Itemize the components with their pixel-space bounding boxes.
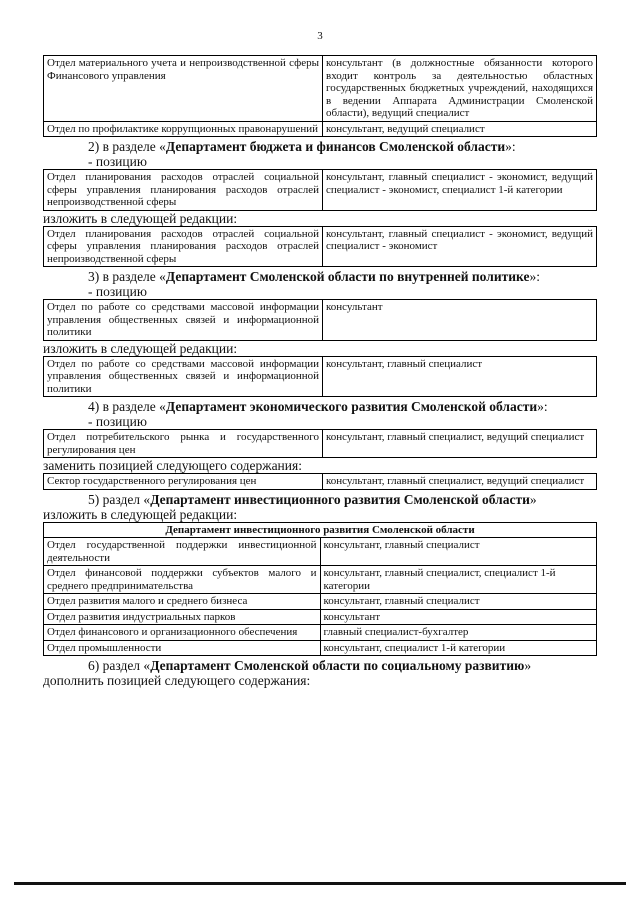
table-cell: Отдел финансового и организационного обеспечения <box>44 625 321 641</box>
section-2-heading: 2) в разделе «Департамент бюджета и финансов Смоленской области»: <box>88 139 516 154</box>
table-t5 <box>43 522 597 657</box>
table-row <box>44 609 597 625</box>
table-cell: консультант, ведущий специалист <box>323 121 597 137</box>
table-cell: Отдел промышленности <box>44 640 321 656</box>
table-t3a <box>43 299 597 341</box>
table-cell: консультант (в должностные обязанности которого входит контроль за деятельностью областных государственных бюджетных учреждений, находящихся в ведении Аппарата Администрации Смоленской области), ведущий специалист <box>323 56 597 122</box>
section-2-position: - позицию <box>88 154 147 169</box>
table-row <box>44 121 597 137</box>
table-row <box>44 430 597 458</box>
section-3-heading: 3) в разделе «Департамент Смоленской области по внутренней политике»: <box>88 269 540 284</box>
section-2-edit: изложить в следующей редакции: <box>43 210 238 226</box>
table-t3b <box>43 356 597 398</box>
section-5-heading: 5) раздел «Департамент инвестиционного развития Смоленской области» <box>88 491 537 507</box>
table-cell: Отдел развития индустриальных парков <box>44 609 321 625</box>
table-t4a <box>43 429 597 458</box>
table-t0 <box>43 55 597 137</box>
table-row <box>44 226 597 267</box>
table-cell: Отдел планирования расходов отраслей социальной сферы управления планирования расходов отраслей непроизводственной сферы <box>44 226 323 267</box>
table-cell: Сектор государственного регулирования цен <box>44 474 323 490</box>
table-row <box>44 594 597 610</box>
document-body <box>43 55 597 688</box>
table-cell: консультант, главный специалист <box>320 538 597 566</box>
table-row <box>44 474 597 490</box>
section-6-edit: дополнить позицией следующего содержания: <box>43 673 311 688</box>
table-row <box>44 170 597 211</box>
table-row <box>44 625 597 641</box>
table-cell: консультант, главный специалист <box>323 356 597 397</box>
table-cell: Отдел по профилактике коррупционных правонарушений <box>44 121 323 137</box>
table-cell: Отдел материального учета и непроизводственной сферы Финансового управления <box>44 56 323 122</box>
table-t2b <box>43 226 597 268</box>
table-cell: Отдел потребительского рынка и государственного регулирования цен <box>44 430 323 458</box>
table-header-row <box>44 522 597 538</box>
page-bottom-rule <box>14 882 626 885</box>
table-cell: консультант, главный специалист, специалист 1-й категории <box>320 566 597 594</box>
table-t2a <box>43 169 597 211</box>
section-4-heading: 4) в разделе «Департамент экономического развития Смоленской области»: <box>88 399 548 414</box>
section-6-heading: 6) раздел «Департамент Смоленской области по социальному развитию» <box>88 658 532 673</box>
table-header: Департамент инвестиционного развития Смоленской области <box>44 522 597 538</box>
table-cell: Отдел финансовой поддержки субъектов малого и среднего предпринимательства <box>44 566 321 594</box>
table-cell: Отдел планирования расходов отраслей социальной сферы управления планирования расходов отраслей непроизводственной сферы <box>44 170 323 211</box>
section-3-position: - позицию <box>88 284 147 299</box>
table-cell: Отдел развития малого и среднего бизнеса <box>44 594 321 610</box>
table-cell: консультант <box>323 300 597 341</box>
table-cell: консультант, главный специалист <box>320 594 597 610</box>
table-cell: Отдел государственной поддержки инвестиционной деятельности <box>44 538 321 566</box>
table-cell: консультант, главный специалист, ведущий специалист <box>323 474 597 490</box>
table-cell: Отдел по работе со средствами массовой информации управления общественных связей и информационной политики <box>44 300 323 341</box>
section-3-edit: изложить в следующей редакции: <box>43 340 238 356</box>
table-cell: консультант, специалист 1-й категории <box>320 640 597 656</box>
table-row <box>44 566 597 594</box>
section-4-edit: заменить позицией следующего содержания: <box>43 458 302 473</box>
table-row <box>44 640 597 656</box>
table-row <box>44 56 597 122</box>
section-5-edit: изложить в следующей редакции: <box>43 506 238 522</box>
table-t4b <box>43 473 597 490</box>
table-cell: консультант, главный специалист - экономист, ведущий специалист - экономист, специалист 1-й категории <box>323 170 597 211</box>
table-cell: консультант, главный специалист - экономист, ведущий специалист - экономист <box>323 226 597 267</box>
table-cell: консультант, главный специалист, ведущий специалист <box>323 430 597 458</box>
table-cell: консультант <box>320 609 597 625</box>
page-number: 3 <box>317 30 323 42</box>
table-row <box>44 300 597 341</box>
section-4-position: - позицию <box>88 414 147 429</box>
table-row <box>44 356 597 397</box>
table-cell: Отдел по работе со средствами массовой информации управления общественных связей и информационной политики <box>44 356 323 397</box>
table-row <box>44 538 597 566</box>
table-cell: главный специалист-бухгалтер <box>320 625 597 641</box>
